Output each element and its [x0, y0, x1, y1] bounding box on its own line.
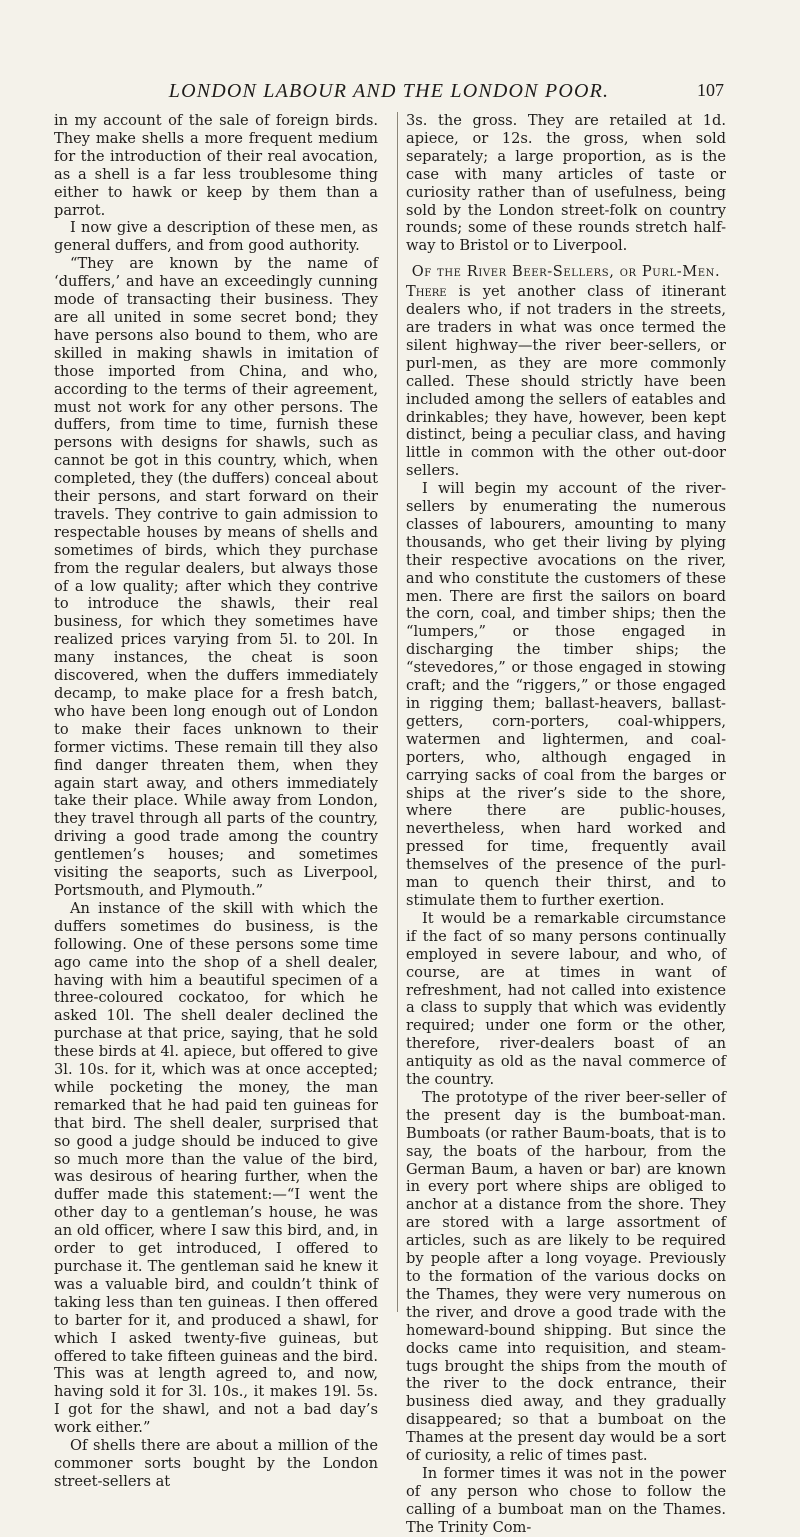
- lead-word: There: [406, 283, 447, 301]
- paragraph: 3s. the gross. They are retailed at 1d. apiece, or 12s. the gross, when sold separately; a large proportion, as is the case with many articles of taste or curiosity rather than of usefulness, being sold by the London street-folk on country rounds; some of these rounds stretch half-way to Bristol or to Liverpool.: [406, 112, 726, 255]
- paragraph-text: is yet another class of itinerant dealers who, if not traders in the streets, are traders in what was once termed the silent highway—the river beer-sellers, or purl-men, as they are more commonly called. These should strictly have been included among the sellers of eatables and drinkables; they have, however, been kept distinct, being a peculiar class, and having little in common with the other out-door sellers.: [406, 283, 726, 480]
- paragraph: In former times it was not in the power of any person who chose to follow the calling of a bumboat man on the Thames. The Trinity Com-: [406, 1464, 726, 1536]
- running-head: [54, 76, 724, 106]
- paragraph: The prototype of the river beer-seller of the present day is the bumboat-man. Bumboats (or rather Baum-boats, that is to say, the boats of the harbour, from the German Baum, a haven or bar) are known in every port where ships are obliged to anchor at a distance from the shore. They are stored with a large assortment of articles, such as are likely to be required by people after a long voyage. Previously to the formation of the various docks on the Thames, they were very numerous on the river, and drove a good trade with the homeward-bound shipping. But since the docks came into requisition, and steam-tugs brought the ships from the mouth of the river to the dock entrance, their business died away, and they gradually disappeared; so that a bumboat on the Thames at the present day would be a sort of curiosity, a relic of times past.: [406, 1088, 726, 1465]
- text-columns: [54, 112, 726, 1536]
- paragraph: in my account of the sale of foreign birds. They make shells a more frequent medium for the introduction of their real avocation, as a shell is a far less troublesome thing either to hawk or keep by them than a parrot.: [54, 112, 378, 219]
- left-column: [54, 112, 378, 1490]
- paragraph: It would be a remarkable circumstance if the fact of so many persons continually employed in severe labour, and who, of course, are at times in want of refreshment, had not called into existence a class to supply that which was evidently required; under one form or the other, therefore, river-dealers boast of an antiquity as old as the naval commerce of the country.: [406, 909, 726, 1089]
- paragraph: An instance of the skill with which the duffers sometimes do business, is the following. One of these persons some time ago came into the shop of a shell dealer, having with him a beautiful specimen of a three-coloured cockatoo, for which he asked 10l. The shell dealer declined the purchase at that price, saying, that he sold these birds at 4l. apiece, but offered to give 3l. 10s. for it, which was at once accepted; while pocketing the money, the man remarked that he had paid ten guineas for that bird. The shell dealer, surprised that so good a judge should be induced to give so much more than the value of the bird, was desirous of hearing further, when the duffer made this statement:—“I went the other day to a gentleman’s house, he was an old officer, where I saw this bird, and, in order to get introduced, I offered to purchase it. The gentleman said he knew it was a valuable bird, and couldn’t think of taking less than ten guineas. I then offered to barter for it, and produced a shawl, for which I asked twenty-five guineas, but offered to take fifteen guineas and the bird. This was at length agreed to, and now, having sold it for 3l. 10s., it makes 19l. 5s. I got for the shawl, and not a bad day’s work either.”: [54, 899, 378, 1437]
- section-heading: Of the River Beer-Sellers, or Purl-Men.: [411, 263, 721, 281]
- right-column: [397, 112, 726, 1536]
- running-title: LONDON LABOUR AND THE LONDON POOR.: [168, 80, 610, 102]
- paragraph: Of shells there are about a million of the commoner sorts bought by the London street-sellers at: [54, 1437, 378, 1490]
- paragraph: I now give a description of these men, as general duffers, and from good authority.: [54, 219, 378, 255]
- paragraph: [406, 283, 726, 480]
- page-number: 107: [697, 80, 724, 100]
- paragraph: I will begin my account of the river-sellers by enumerating the numerous classes of labourers, amounting to many thousands, who get their living by plying their respective avocations on the river, and who constitute the customers of these men. There are first the sailors on board the corn, coal, and timber ships; then the “lumpers,” or those engaged in discharging the timber ships; the “stevedores,” or those engaged in stowing craft; and the “riggers,” or those engaged in rigging them; ballast-heavers, ballast-getters, corn-porters, coal-whippers, watermen and lightermen, and coal-porters, who, although engaged in carrying sacks of coal from the barges or ships at the river’s side to the shore, where there are public-houses, nevertheless, when hard worked and pressed for time, frequently avail themselves of the presence of the purl-man to quench their thirst, and to stimulate them to further exertion.: [406, 480, 726, 909]
- paragraph: “They are known by the name of ‘duffers,’ and have an exceedingly cunning mode of transacting their business. They are all united in some secret bond; they have persons also bound to them, who are skilled in making shawls in imitation of those imported from China, and who, according to the terms of their agreement, must not work for any other persons. The duffers, from time to time, furnish these persons with designs for shawls, such as cannot be got in this country, which, when completed, they (the duffers) conceal about their persons, and start forward on their travels. They contrive to gain admission to respectable houses by means of shells and sometimes of birds, which they purchase from the regular dealers, but always those of a low quality; after which they contrive to introduce the shawls, their real business, for which they sometimes have realized prices varying from 5l. to 20l. In many instances, the cheat is soon discovered, when the duffers immediately decamp, to make place for a fresh batch, who have been long enough out of London to make their faces unknown to their former victims. These remain till they also find danger threaten them, when they again start away, and others immediately take their place. While away from London, they travel through all parts of the country, driving a good trade among the country gentlemen’s houses; and sometimes visiting the seaports, such as Liverpool, Portsmouth, and Plymouth.”: [54, 255, 378, 899]
